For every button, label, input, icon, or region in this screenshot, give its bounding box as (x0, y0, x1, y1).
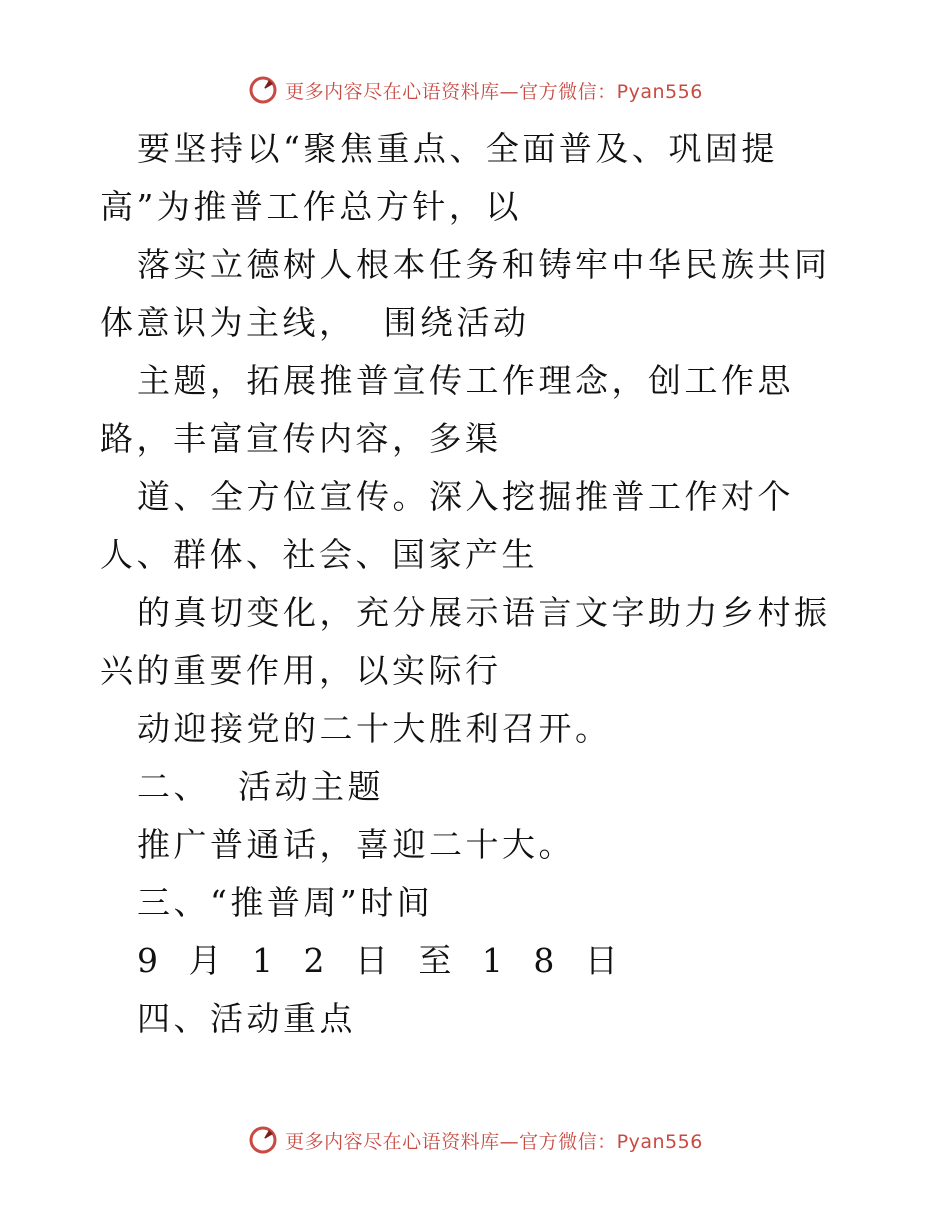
header-watermark (0, 70, 950, 110)
pen-nib-logo-icon (247, 74, 279, 106)
section-heading: 四、活动重点 (137, 999, 356, 1038)
date-range-text: 9 月 1 2 日 至 1 8 日 (137, 941, 628, 980)
paragraph: 要坚持以“聚焦重点、全面普及、巩固提高”为推普工作总方针，以 (100, 129, 778, 226)
watermark-text: 更多内容尽在心语资料库—官方微信：Pyan556 (285, 80, 703, 103)
section-heading: 二、 活动主题 (137, 767, 384, 806)
paragraph: 的真切变化，充分展示语言文字助力乡村振兴的重要作用，以实际行 (100, 593, 831, 690)
pen-nib-logo-icon (247, 1124, 279, 1156)
watermark-text: 更多内容尽在心语资料库—官方微信：Pyan556 (285, 1130, 703, 1153)
document-body (100, 120, 860, 1048)
paragraph: 落实立德树人根本任务和铸牢中华民族共同体意识为主线， 围绕活动 (100, 245, 831, 342)
paragraph: 主题，拓展推普宣传工作理念，创工作思路，丰富宣传内容，多渠 (100, 361, 794, 458)
footer-watermark (0, 1120, 950, 1160)
paragraph: 推广普通话，喜迎二十大。 (137, 825, 575, 864)
paragraph: 动迎接党的二十大胜利召开。 (137, 709, 612, 748)
section-heading: 三、“推普周”时间 (137, 883, 434, 922)
paragraph: 道、全方位宣传。深入挖掘推普工作对个人、群体、社会、国家产生 (100, 477, 794, 574)
